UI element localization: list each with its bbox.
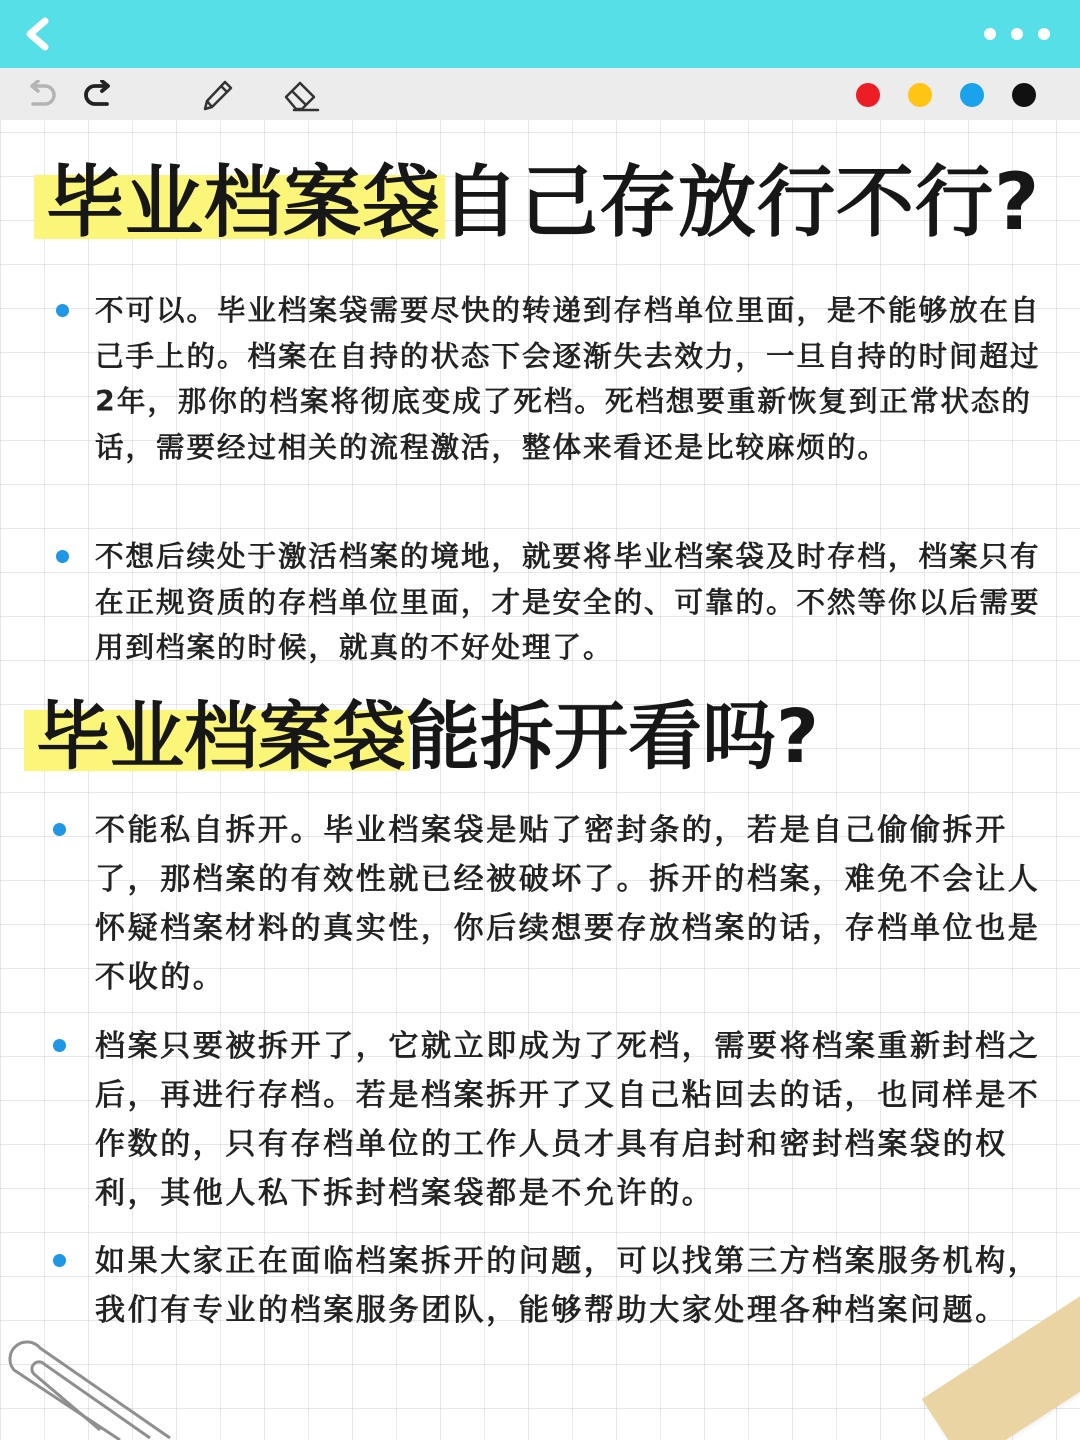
title-highlight bbox=[36, 694, 406, 780]
undo-icon bbox=[25, 80, 57, 110]
more-dot-icon bbox=[1011, 28, 1023, 40]
pencil-icon bbox=[199, 77, 235, 113]
top-bar bbox=[0, 0, 1080, 68]
section-1-title bbox=[46, 158, 1041, 248]
black-color-swatch[interactable] bbox=[1012, 83, 1036, 107]
bullet-dot-icon bbox=[53, 823, 66, 836]
bullet-dot-icon bbox=[53, 1254, 66, 1267]
paperclip-icon bbox=[0, 1330, 180, 1440]
title-highlight-text: 毕业档案袋 bbox=[46, 158, 442, 248]
bullet-dot-icon bbox=[53, 1039, 66, 1052]
back-button[interactable] bbox=[18, 14, 58, 54]
section-2-paragraph-2: 档案只要被拆开了，它就立即成为了死档，需要将档案重新封档之后，再进行存档。若是档案拆开了又自己粘回去的话，也同样是不作数的，只有存档单位的工作人员才具有启封和密封档案袋的权利，其他人私下拆封档案袋都是不允许的。 bbox=[95, 1029, 1041, 1211]
redo-icon bbox=[83, 80, 115, 110]
bullet-dot-icon bbox=[56, 304, 69, 317]
red-color-swatch[interactable] bbox=[856, 83, 880, 107]
bullet-dot-icon bbox=[56, 550, 69, 563]
yellow-color-swatch[interactable] bbox=[908, 83, 932, 107]
section-1-paragraph-2: 不想后续处于激活档案的境地，就要将毕业档案袋及时存档，档案只有在正规资质的存档单位里面，才是安全的、可靠的。不然等你以后需要用到档案的时候，就真的不好处理了。 bbox=[95, 540, 1041, 664]
title-rest-text: 能拆开看吗? bbox=[406, 694, 819, 780]
title-highlight-text: 毕业档案袋 bbox=[36, 694, 406, 780]
section-2-paragraph-1: 不能私自拆开。毕业档案袋是贴了密封条的，若是自己偷偷拆开了，那档案的有效性就已经被破坏了。拆开的档案，难免不会让人怀疑档案材料的真实性，你后续想要存放档案的话，存档单位也是不收的。 bbox=[95, 813, 1041, 995]
more-dot-icon bbox=[1038, 28, 1050, 40]
eraser-tool-button[interactable] bbox=[282, 76, 320, 114]
section-1-paragraph-1: 不可以。毕业档案袋需要尽快的转递到存档单位里面，是不能够放在自己手上的。档案在自持的状态下会逐渐失去效力，一旦自持的时间超过2年，那你的档案将彻底变成了死档。死档想要重新恢复到正常状态的话，需要经过相关的流程激活，整体来看还是比较麻烦的。 bbox=[95, 294, 1041, 464]
more-dot-icon bbox=[984, 28, 996, 40]
title-rest-text: 自己存放行不行? bbox=[441, 158, 1041, 248]
more-options-button[interactable] bbox=[984, 24, 1050, 44]
chevron-left-icon bbox=[23, 17, 53, 51]
eraser-icon bbox=[282, 77, 320, 113]
pencil-tool-button[interactable] bbox=[198, 76, 236, 114]
section-2-paragraph-3: 如果大家正在面临档案拆开的问题，可以找第三方档案服务机构，我们有专业的档案服务团队，能够帮助大家处理各种档案问题。 bbox=[95, 1244, 1041, 1328]
title-highlight bbox=[46, 158, 442, 248]
redo-button[interactable] bbox=[80, 76, 118, 114]
section-2-title bbox=[36, 694, 819, 780]
blue-color-swatch[interactable] bbox=[960, 83, 984, 107]
undo-button[interactable] bbox=[22, 76, 60, 114]
